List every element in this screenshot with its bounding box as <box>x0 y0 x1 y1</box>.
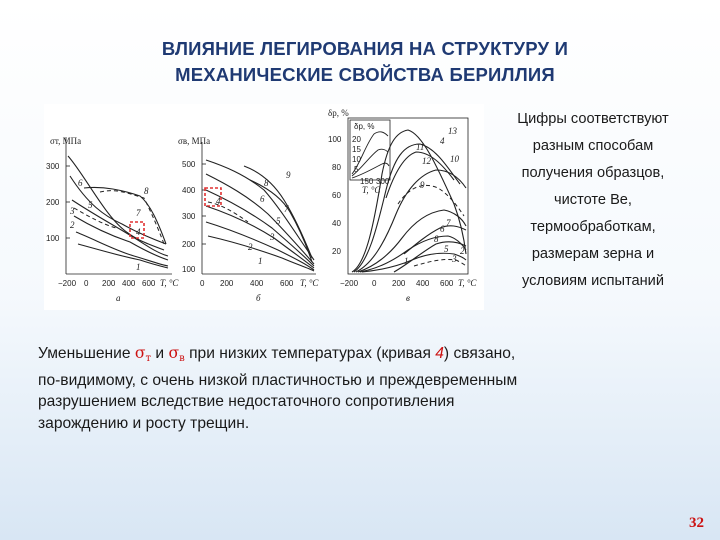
panel-a-curve-label: 7 <box>136 208 141 218</box>
panel-a-curve-label: 1 <box>136 262 141 272</box>
title-line-1: ВЛИЯНИЕ ЛЕГИРОВАНИЯ НА СТРУКТУРУ И <box>161 38 569 59</box>
panel-a-xunit: T, °C <box>160 278 179 288</box>
explanation-line: разным способам <box>532 138 654 154</box>
panel-b-curve-label: 1 <box>258 256 263 266</box>
panel-a-ylabel: σт, МПа <box>50 136 82 146</box>
panel-b-xtick: 600 <box>280 279 294 288</box>
panel-b-curves <box>206 160 314 271</box>
panel-a-ytick: 300 <box>46 162 60 171</box>
panel-c-inset-ylabel: δр, % <box>354 122 375 131</box>
explanation-line: чистоте Be, <box>554 192 632 208</box>
panel-b-xtick: 200 <box>220 279 234 288</box>
figure-svg <box>44 104 484 310</box>
panel-a-ytick: 100 <box>46 234 60 243</box>
body-line-1: Уменьшение $\sigma_т$ и $\sigma_в$ при низких температурах (кривая 4) связано, <box>38 344 516 364</box>
panel-c-curve-label: 8 <box>434 234 439 244</box>
panel-c-xtick: 600 <box>440 279 454 288</box>
panel-b-curve-label: 5 <box>276 216 281 226</box>
page-number: 32 <box>689 515 704 531</box>
panel-c-curves <box>352 130 466 272</box>
sigma-b-symbol: $\sigma_в$ <box>168 344 185 364</box>
explanation-line: получения образцов, <box>521 165 665 181</box>
panel-b-xtick: 400 <box>250 279 264 288</box>
panel-a-xtick: 400 <box>122 279 136 288</box>
panel-b-caption: б <box>256 293 261 303</box>
sigma-t-symbol: $\sigma_т$ <box>134 344 152 364</box>
panel-b-curve-label: 7 <box>284 204 289 214</box>
panel-b-xtick: 0 <box>200 279 205 288</box>
curve-number: 4 <box>435 345 444 362</box>
panel-a-xtick: 600 <box>142 279 156 288</box>
panel-c-inset-xtick: 150 <box>360 177 374 186</box>
figure-explanation <box>488 106 698 295</box>
panel-c-curve-label: 3 <box>452 254 457 264</box>
panel-a-ytick: 200 <box>46 198 60 207</box>
body-line-4: зарождению и росту трещин. <box>38 414 250 432</box>
panel-c-inset-ytick: 5 <box>354 165 359 174</box>
panel-c-curve-label: 6 <box>440 224 445 234</box>
panel-c-inset-xunit: T, °C <box>362 185 381 195</box>
panel-c-inset-ytick: 10 <box>352 155 361 164</box>
panel-c-curve-label: 4 <box>440 136 445 146</box>
panel-b-curve-label: 2 <box>248 242 253 252</box>
panel-b-ytick: 400 <box>182 186 196 195</box>
panel-a-curve-label: 2 <box>70 220 75 230</box>
panel-b-xunit: T, °C <box>300 278 319 288</box>
panel-c-inset-xtick: 300 <box>376 177 390 186</box>
panel-b-ytick: 100 <box>182 265 196 274</box>
panel-c-curve-label: 1 <box>404 256 409 266</box>
panel-c-ytick: 60 <box>332 191 341 200</box>
body-line-2: по-видимому, с очень низкой пластичностью и преждевременным <box>38 371 518 389</box>
panel-a-curve-label: 6 <box>78 178 83 188</box>
panel-c-curve-label: 13 <box>448 126 457 136</box>
panel-b-curve-label: 4 <box>216 196 221 206</box>
panel-c-inset-ytick: 20 <box>352 135 361 144</box>
panel-a-curve-label: 5 <box>88 200 93 210</box>
panel-c-ytick: 80 <box>332 163 341 172</box>
explanation-line: условиям испытаний <box>522 273 664 289</box>
panel-b-ytick: 300 <box>182 212 196 221</box>
panel-c-inset-ytick: 15 <box>352 145 361 154</box>
panel-c-xunit: T, °C <box>458 278 477 288</box>
panel-a-curves <box>68 156 168 268</box>
panel-c-ytick: 100 <box>328 135 342 144</box>
panel-c-xtick: 200 <box>392 279 406 288</box>
explanation-line: размерам зерна и <box>531 246 655 262</box>
panel-b-ytick: 200 <box>182 240 196 249</box>
panel-c-ytick: 20 <box>332 247 341 256</box>
panel-b-curve-label: 3 <box>270 232 275 242</box>
panel-a-xtick: 0 <box>84 279 89 288</box>
panel-a-xtick: 200 <box>102 279 116 288</box>
panel-c-xtick: 0 <box>372 279 377 288</box>
panel-c-curve-label: 2 <box>460 246 465 256</box>
panel-c-curve-label: 10 <box>450 154 459 164</box>
panel-c-xtick: 400 <box>416 279 430 288</box>
panel-a-curve-label: 3 <box>70 206 75 216</box>
explanation-line: термообработкам, <box>530 219 656 235</box>
panel-c-curve-label: 12 <box>422 156 431 166</box>
panel-b-ylabel: σв, МПа <box>178 136 211 146</box>
panel-c-xtick: −200 <box>340 279 359 288</box>
panel-b-curve-label: 9 <box>286 170 291 180</box>
panel-a-curve-label: 4 <box>136 227 141 237</box>
panel-b-ytick: 500 <box>182 160 196 169</box>
panel-c-ytick: 40 <box>332 219 341 228</box>
panel-b-curve-label: 8 <box>264 178 269 188</box>
panel-c-curve-label: 11 <box>416 142 425 152</box>
panel-b-curve-label: 6 <box>260 194 265 204</box>
body-paragraph <box>38 343 688 434</box>
panel-c-curve-label: 9 <box>420 180 425 190</box>
panel-a-xtick: −200 <box>58 279 77 288</box>
slide-title <box>60 36 670 88</box>
panel-a-caption: а <box>116 293 121 303</box>
mechanical-properties-figure <box>44 104 484 310</box>
explanation-line: Цифры соответствуют <box>517 111 669 127</box>
panel-c-ylabel: δр, % <box>328 108 349 118</box>
panel-c-caption: в <box>406 293 410 303</box>
panel-c-curve-label: 5 <box>444 244 449 254</box>
panel-c-curve-label: 7 <box>446 218 451 228</box>
title-line-2: МЕХАНИЧЕСКИЕ СВОЙСТВА БЕРИЛЛИЯ <box>175 64 555 85</box>
panel-a-curve-label: 8 <box>144 186 149 196</box>
body-line-3: разрушением вследствие недостаточного сопротивления <box>38 393 455 410</box>
